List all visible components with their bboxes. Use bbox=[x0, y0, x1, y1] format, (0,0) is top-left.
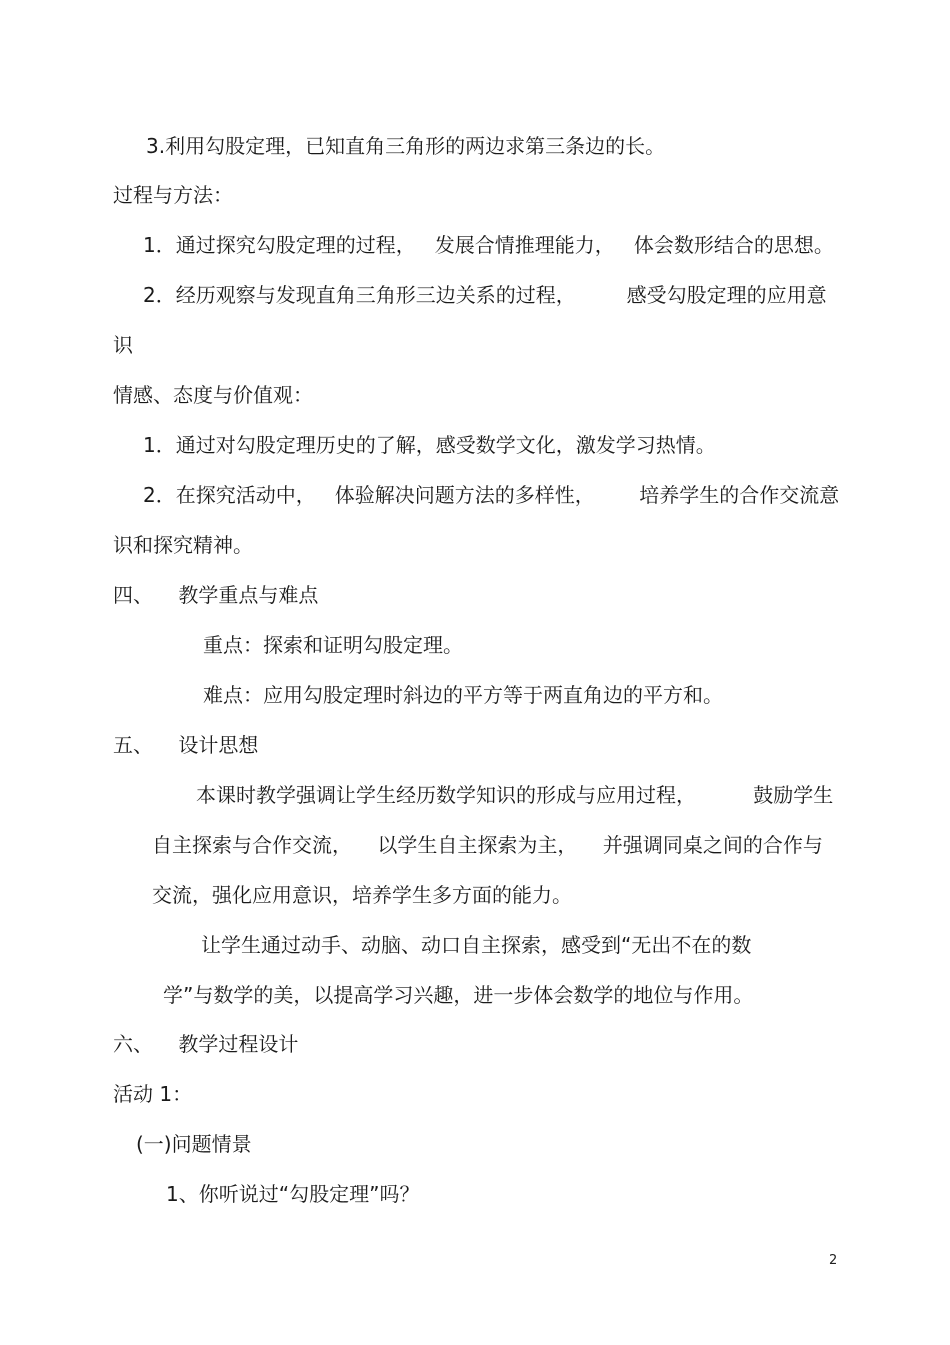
key-point: 重点：探索和证明勾股定理。 bbox=[203, 633, 463, 657]
section-5-heading: 五、 设计思想 bbox=[113, 733, 259, 757]
design-paragraph-2-line-2: 学”与数学的美，以提高学习兴趣，进一步体会数学的地位与作用。 bbox=[163, 983, 754, 1007]
process-item-2-continuation: 识 bbox=[113, 333, 133, 357]
design-paragraph-1-line-2: 自主探索与合作交流， 以学生自主探索为主， 并强调同桌之间的合作与 bbox=[152, 833, 823, 857]
page-number: 2 bbox=[829, 1253, 838, 1268]
process-item-1: 1．通过探究勾股定理的过程， 发展合情推理能力， 体会数形结合的思想。 bbox=[143, 233, 834, 257]
objective-3: 3.利用勾股定理，已知直角三角形的两边求第三条边的长。 bbox=[146, 134, 666, 158]
heading-emotion-attitude-values: 情感、态度与价值观： bbox=[113, 383, 313, 407]
emotion-item-1: 1．通过对勾股定理历史的了解，感受数学文化，激发学习热情。 bbox=[143, 433, 716, 457]
design-paragraph-1-line-3: 交流，强化应用意识，培养学生多方面的能力。 bbox=[152, 883, 572, 907]
design-paragraph-2-line-1: 让学生通过动手、动脑、动口自主探索，感受到“无出不在的数 bbox=[201, 933, 752, 957]
difficult-point: 难点：应用勾股定理时斜边的平方等于两直角边的平方和。 bbox=[203, 683, 723, 707]
design-paragraph-1-line-1: 本课时教学强调让学生经历数学知识的形成与应用过程， 鼓励学生 bbox=[196, 783, 834, 807]
section-4-heading: 四、 教学重点与难点 bbox=[113, 583, 319, 607]
activity-1-label: 活动 1： bbox=[113, 1082, 193, 1106]
problem-situation-heading: (一)问题情景 bbox=[136, 1132, 252, 1156]
emotion-item-2-continuation: 识和探究精神。 bbox=[113, 533, 253, 557]
question-1: 1、你听说过“勾股定理”吗？ bbox=[166, 1182, 420, 1206]
section-6-heading: 六、 教学过程设计 bbox=[113, 1032, 299, 1056]
emotion-item-2: 2．在探究活动中， 体验解决问题方法的多样性， 培养学生的合作交流意 bbox=[143, 483, 840, 507]
heading-process-and-method: 过程与方法： bbox=[113, 183, 233, 207]
process-item-2: 2．经历观察与发现直角三角形三边关系的过程， 感受勾股定理的应用意 bbox=[143, 283, 827, 307]
